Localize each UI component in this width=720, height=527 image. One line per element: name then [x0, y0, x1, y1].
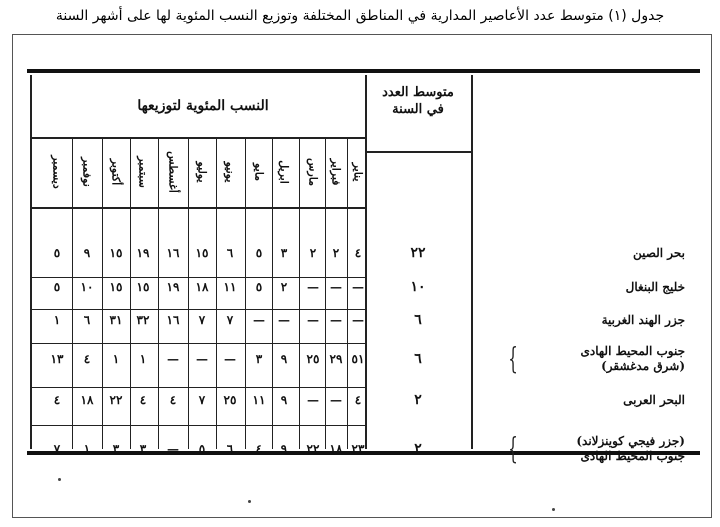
- region-label-line: البحر العربى: [623, 392, 685, 407]
- table-cell: ٧: [198, 393, 206, 407]
- avg-cell: ٦: [414, 312, 422, 328]
- row-divider: [30, 387, 365, 388]
- table-cell: ٥: [53, 246, 61, 260]
- row-divider: [30, 277, 365, 278]
- table-cell: ١٣: [50, 352, 64, 366]
- month-column-divider: [325, 137, 326, 449]
- table-cell: —: [307, 280, 319, 294]
- region-label-line: خليج البنغال: [625, 279, 685, 294]
- table-cell: ٢: [332, 246, 340, 260]
- table-cell: ٢٣: [351, 442, 365, 456]
- month-label: يونيو: [223, 161, 237, 183]
- table-cell: ١: [83, 442, 91, 456]
- scan-speck: [58, 478, 61, 481]
- table-cell: ١: [139, 352, 147, 366]
- table-cell: —: [352, 313, 364, 327]
- table-cell: —: [330, 280, 342, 294]
- month-column-divider: [347, 137, 348, 449]
- table-cell: ١٥: [109, 280, 123, 294]
- month-column-divider: [158, 137, 159, 449]
- region-label: [576, 434, 685, 464]
- table-cell: ٤: [255, 442, 263, 456]
- scan-speck: [248, 500, 251, 503]
- header-avg-line1: متوسط العدد: [382, 85, 454, 100]
- month-column-divider: [188, 137, 189, 449]
- table-cell: ١٥: [195, 246, 209, 260]
- month-column-divider: [72, 137, 73, 449]
- region-brace: {: [508, 431, 518, 467]
- month-label: يوليو: [195, 161, 209, 183]
- table-cell: ٤: [354, 393, 362, 407]
- avg-cell: ٦: [414, 351, 422, 367]
- table-cell: ١٠: [80, 280, 94, 294]
- month-label: أكتوبر: [109, 158, 123, 186]
- region-brace: {: [508, 341, 518, 377]
- month-column-divider: [299, 137, 300, 449]
- table-cell: ٢٩: [329, 352, 343, 366]
- table-cell: ٧: [226, 313, 234, 327]
- row-divider: [30, 343, 365, 344]
- month-column-divider: [102, 137, 103, 449]
- region-label-line: جزر الهند الغربية: [601, 312, 685, 327]
- region-label-line: (جزر فيجي كوينزلاند): [576, 434, 685, 448]
- table-cell: ١٥: [109, 246, 123, 260]
- scan-speck: [552, 508, 555, 511]
- table-cell: ٧: [198, 313, 206, 327]
- row-divider: [30, 425, 365, 426]
- table-cell: ٢٢: [306, 442, 320, 456]
- region-label-line: بحر الصين: [632, 245, 685, 260]
- table-cell: ١٩: [136, 246, 150, 260]
- avg-cell: ٢: [414, 441, 422, 457]
- month-column-divider: [216, 137, 217, 449]
- avg-cell: ٢٢: [410, 245, 426, 261]
- table-cell: ٢٥: [306, 352, 320, 366]
- table-cell: ٤: [354, 246, 362, 260]
- table-cell: ٦: [226, 442, 234, 456]
- table-scan: [12, 34, 712, 518]
- table-cell: ١٦: [166, 246, 180, 260]
- table-cell: ١: [53, 313, 61, 327]
- table-cell: —: [224, 352, 236, 366]
- table-cell: ٩: [280, 442, 288, 456]
- region-label: [581, 344, 686, 374]
- table-cell: ٣: [255, 352, 263, 366]
- table-cell: —: [278, 313, 290, 327]
- table-cell: ٢٢: [109, 393, 123, 407]
- table-cell: ١١: [252, 393, 266, 407]
- table-cell: ١١: [223, 280, 237, 294]
- table-cell: —: [307, 313, 319, 327]
- table-cell: —: [253, 313, 265, 327]
- region-label: [633, 246, 685, 261]
- table-cell: ٥: [198, 442, 206, 456]
- table-cell: ٩: [280, 393, 288, 407]
- cyclone-table: [13, 35, 713, 519]
- table-cell: ٦: [226, 246, 234, 260]
- table-cell: ٧: [53, 442, 61, 456]
- table-cell: —: [307, 393, 319, 407]
- table-cell: ٦: [83, 313, 91, 327]
- table-cell: —: [352, 280, 364, 294]
- avg-cell: ١٠: [410, 279, 426, 295]
- table-cell: ٣: [280, 246, 288, 260]
- month-label: ديسمبر: [50, 155, 64, 189]
- table-cell: —: [196, 352, 208, 366]
- table-cell: ١٦: [166, 313, 180, 327]
- table-cell: ٣: [112, 442, 120, 456]
- table-cell: ٥: [255, 246, 263, 260]
- month-label: مارس: [306, 158, 320, 186]
- month-column-divider: [272, 137, 273, 449]
- table-cell: ٥١: [351, 352, 365, 366]
- table-cell: ٤: [53, 393, 61, 407]
- month-label: أغسطس: [166, 151, 180, 193]
- month-column-divider: [245, 137, 246, 449]
- header-avg: [365, 85, 471, 119]
- table-cell: ١٨: [195, 280, 209, 294]
- month-label: سبتمبر: [136, 156, 150, 188]
- table-cell: ٤: [83, 352, 91, 366]
- table-cell: —: [330, 313, 342, 327]
- table-cell: ١٨: [329, 442, 343, 456]
- table-cell: ١: [112, 352, 120, 366]
- table-cell: ٩: [83, 246, 91, 260]
- header-percent: النسب المئوية لتوزيعها: [137, 98, 269, 114]
- row-divider: [30, 309, 365, 310]
- top-rule: [27, 69, 700, 73]
- table-cell: ١٥: [136, 280, 150, 294]
- table-cell: ٣٢: [136, 313, 150, 327]
- table-cell: ٣: [139, 442, 147, 456]
- table-cell: ٤: [169, 393, 177, 407]
- table-cell: —: [167, 442, 179, 456]
- month-label: نوفمبر: [80, 157, 94, 187]
- month-column-divider: [130, 137, 131, 449]
- table-cell: ٣١: [109, 313, 123, 327]
- table-cell: —: [330, 393, 342, 407]
- region-label-line: جنوب المحيط الهادى: [580, 449, 685, 463]
- region-label-line: جنوب المحيط الهادى: [580, 344, 685, 358]
- region-label: [623, 393, 685, 408]
- table-cell: ٥: [53, 280, 61, 294]
- table-cell: ٢: [280, 280, 288, 294]
- table-cell: ٢٥: [223, 393, 237, 407]
- page-title: جدول (١) متوسط عدد الأعاصير المدارية في المناطق المختلفة وتوزيع النسب المئوية لها على أشهر السنة: [55, 8, 665, 24]
- table-cell: —: [167, 352, 179, 366]
- region-label: [602, 313, 685, 328]
- avg-cell: ٢: [414, 392, 422, 408]
- table-cell: ٢: [309, 246, 317, 260]
- region-label-line: (شرق مدغشقر): [601, 359, 685, 373]
- month-label: يناير: [351, 162, 365, 182]
- header-avg-line2: في السنة: [392, 101, 444, 117]
- region-label: [626, 280, 685, 295]
- table-cell: ٩: [280, 352, 288, 366]
- table-cell: ١٨: [80, 393, 94, 407]
- table-cell: ٥: [255, 280, 263, 294]
- month-label: مايو: [252, 163, 266, 181]
- table-cell: ١٩: [166, 280, 180, 294]
- month-label: فبراير: [329, 158, 343, 186]
- month-label: ابريل: [277, 160, 291, 184]
- table-cell: ٤: [139, 393, 147, 407]
